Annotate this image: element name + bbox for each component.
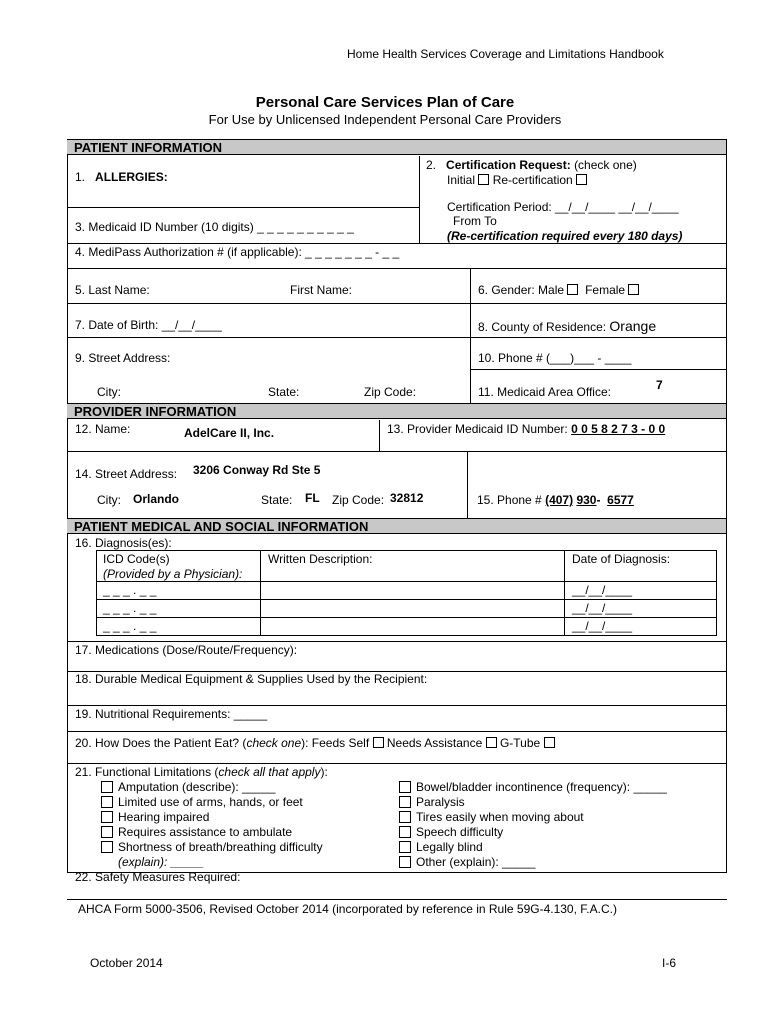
- provider-city-label: City:: [97, 493, 121, 507]
- divider: [67, 337, 727, 338]
- divider: [67, 763, 727, 764]
- provider-street-value[interactable]: 3206 Conway Rd Ste 5: [193, 463, 321, 477]
- diag-table-border: [96, 617, 716, 618]
- ambulate-label: Requires assistance to ambulate: [118, 825, 293, 839]
- breathing-label: Shortness of breath/breathing difficulty: [118, 840, 323, 854]
- diagnoses-label: 16. Diagnosis(es):: [75, 536, 172, 550]
- provider-street-label: 14. Street Address:: [75, 467, 178, 481]
- male-checkbox[interactable]: [567, 284, 578, 295]
- cert-request: 2. Certification Request: (check one): [426, 158, 637, 172]
- icd-code-field[interactable]: _ _ _ . _ _: [103, 601, 157, 615]
- limited-use-checkbox[interactable]: [101, 796, 113, 808]
- divider: [67, 731, 727, 732]
- diag-table-border: [96, 550, 716, 551]
- other-label: Other (explain): _____: [416, 855, 536, 869]
- diag-table-border: [564, 550, 565, 636]
- speech-difficulty-label: Speech difficulty: [416, 825, 504, 839]
- city-field[interactable]: City:: [97, 385, 121, 399]
- incontinence-label: Bowel/bladder incontinence (frequency): _____: [416, 780, 667, 794]
- cert-options: Initial Re-certification: [447, 173, 587, 187]
- provider-phone-field[interactable]: 15. Phone # (407) 930- 6577: [477, 493, 634, 507]
- divider: [67, 268, 727, 269]
- divider: [419, 156, 420, 243]
- divider: [67, 303, 727, 304]
- breathing-checkbox[interactable]: [101, 841, 113, 853]
- medications-field[interactable]: 17. Medications (Dose/Route/Frequency):: [75, 643, 298, 657]
- tires-easily-label: Tires easily when moving about: [416, 810, 584, 824]
- limited-use-label: Limited use of arms, hands, or feet: [118, 795, 303, 809]
- recert-note: (Re-certification required every 180 days): [447, 229, 683, 243]
- handbook-title: Home Health Services Coverage and Limitations Handbook: [347, 47, 664, 61]
- provider-state-value[interactable]: FL: [305, 491, 320, 505]
- diag-table-border: [96, 550, 97, 636]
- medicaid-id-field[interactable]: 3. Medicaid ID Number (10 digits) _ _ _ _ _ _ _ _ _ _: [75, 220, 354, 234]
- diag-table-border: [260, 550, 261, 636]
- section-medical-info: PATIENT MEDICAL AND SOCIAL INFORMATION: [67, 518, 726, 534]
- divider: [467, 451, 468, 518]
- divider: [67, 451, 727, 452]
- icd-code-field[interactable]: _ _ _ . _ _: [103, 583, 157, 597]
- phone-field[interactable]: 10. Phone # (___)___ - ____: [478, 351, 632, 365]
- safety-measures-field[interactable]: 22. Safety Measures Required:: [75, 870, 241, 884]
- divider: [67, 243, 727, 244]
- female-checkbox[interactable]: [628, 284, 639, 295]
- amputation-label: Amputation (describe): _____: [118, 780, 276, 794]
- street-field[interactable]: 9. Street Address:: [75, 351, 171, 365]
- form-note: AHCA Form 5000-3506, Revised October 2014 (incorporated by reference in Rule 59G-4.130, F.A.C.): [78, 902, 617, 916]
- divider: [470, 369, 727, 370]
- divider: [67, 705, 727, 706]
- first-name-field[interactable]: First Name:: [290, 283, 353, 297]
- provider-state-label: State:: [261, 493, 293, 507]
- hearing-impaired-checkbox[interactable]: [101, 811, 113, 823]
- form-subtitle: For Use by Unlicensed Independent Personal Care Providers: [208, 112, 562, 127]
- county-field[interactable]: 8. County of Residence: Orange: [478, 318, 657, 334]
- recert-checkbox[interactable]: [576, 174, 587, 185]
- date-header: Date of Diagnosis:: [572, 552, 671, 566]
- section-patient-info: PATIENT INFORMATION: [67, 139, 726, 155]
- feeds-self-checkbox[interactable]: [373, 737, 384, 748]
- needs-assistance-checkbox[interactable]: [486, 737, 497, 748]
- provider-city-value[interactable]: Orlando: [133, 492, 180, 506]
- dob-field[interactable]: 7. Date of Birth: __/__/____: [75, 318, 222, 332]
- g-tube-checkbox[interactable]: [544, 737, 555, 748]
- from-to: From To: [453, 214, 497, 228]
- provider-medicaid-field[interactable]: 13. Provider Medicaid ID Number: 0 0 5 8 2 7 3 - 0 0: [387, 422, 666, 436]
- provider-zip-value[interactable]: 32812: [390, 491, 424, 505]
- icd-note: (Provided by a Physician):: [103, 567, 243, 581]
- section-provider-info: PROVIDER INFORMATION: [67, 403, 726, 419]
- legally-blind-label: Legally blind: [416, 840, 483, 854]
- provider-name-label: 12. Name:: [75, 422, 131, 436]
- breathing-explain: (explain): _____: [118, 855, 205, 869]
- divider: [379, 420, 380, 451]
- tires-easily-checkbox[interactable]: [399, 811, 411, 823]
- amputation-checkbox[interactable]: [101, 781, 113, 793]
- divider: [470, 268, 471, 403]
- eating-field: 20. How Does the Patient Eat? (check one): Feeds Self Needs Assistance G-Tube: [75, 736, 555, 750]
- area-office-value: 7: [656, 378, 663, 392]
- diag-table-border: [96, 581, 716, 582]
- divider: [67, 207, 419, 208]
- nutrition-field[interactable]: 19. Nutritional Requirements: _____: [75, 707, 268, 721]
- page-number: I-6: [662, 956, 677, 970]
- provider-name-value[interactable]: AdelCare II, Inc.: [184, 426, 275, 440]
- dme-field[interactable]: 18. Durable Medical Equipment & Supplies Used by the Recipient:: [75, 672, 428, 686]
- speech-difficulty-checkbox[interactable]: [399, 826, 411, 838]
- gender-field: 6. Gender: Male Female: [478, 283, 639, 297]
- other-checkbox[interactable]: [399, 856, 411, 868]
- county-value: Orange: [609, 318, 657, 334]
- last-name-field[interactable]: 5. Last Name:: [75, 283, 150, 297]
- provider-medicaid-value: 0 0 5 8 2 7 3 - 0 0: [571, 422, 666, 436]
- hearing-impaired-label: Hearing impaired: [118, 810, 210, 824]
- area-office-field[interactable]: 11. Medicaid Area Office:: [478, 385, 611, 399]
- paralysis-checkbox[interactable]: [399, 796, 411, 808]
- allergies-label: 1. ALLERGIES:: [75, 170, 168, 184]
- icd-header: ICD Code(s): [103, 552, 170, 566]
- diag-table-border: [96, 599, 716, 600]
- diagnosis-date-field[interactable]: __/__/____: [572, 601, 633, 615]
- form-title: Personal Care Services Plan of Care: [255, 94, 515, 111]
- incontinence-checkbox[interactable]: [399, 781, 411, 793]
- provider-zip-label: Zip Code:: [332, 493, 385, 507]
- description-header: Written Description:: [268, 552, 373, 566]
- divider: [67, 899, 727, 900]
- zip-field[interactable]: Zip Code:: [364, 385, 417, 399]
- medipass-field[interactable]: 4. MediPass Authorization # (if applicable): _ _ _ _ _ _ _ - _ _: [75, 245, 400, 259]
- ambulate-checkbox[interactable]: [101, 826, 113, 838]
- legally-blind-checkbox[interactable]: [399, 841, 411, 853]
- cert-period[interactable]: Certification Period: __/__/____ __/__/____: [447, 200, 679, 214]
- diag-table-border: [96, 635, 716, 636]
- diagnosis-date-field[interactable]: __/__/____: [572, 583, 633, 597]
- footer-date: October 2014: [90, 956, 163, 970]
- diagnosis-date-field[interactable]: __/__/____: [572, 619, 633, 633]
- paralysis-label: Paralysis: [416, 795, 465, 809]
- initial-checkbox[interactable]: [478, 174, 489, 185]
- diag-table-border: [716, 550, 717, 636]
- functional-limitations-label: 21. Functional Limitations (check all that apply):: [75, 765, 328, 779]
- divider: [67, 641, 727, 642]
- state-field[interactable]: State:: [268, 385, 300, 399]
- icd-code-field[interactable]: _ _ _ . _ _: [103, 619, 157, 633]
